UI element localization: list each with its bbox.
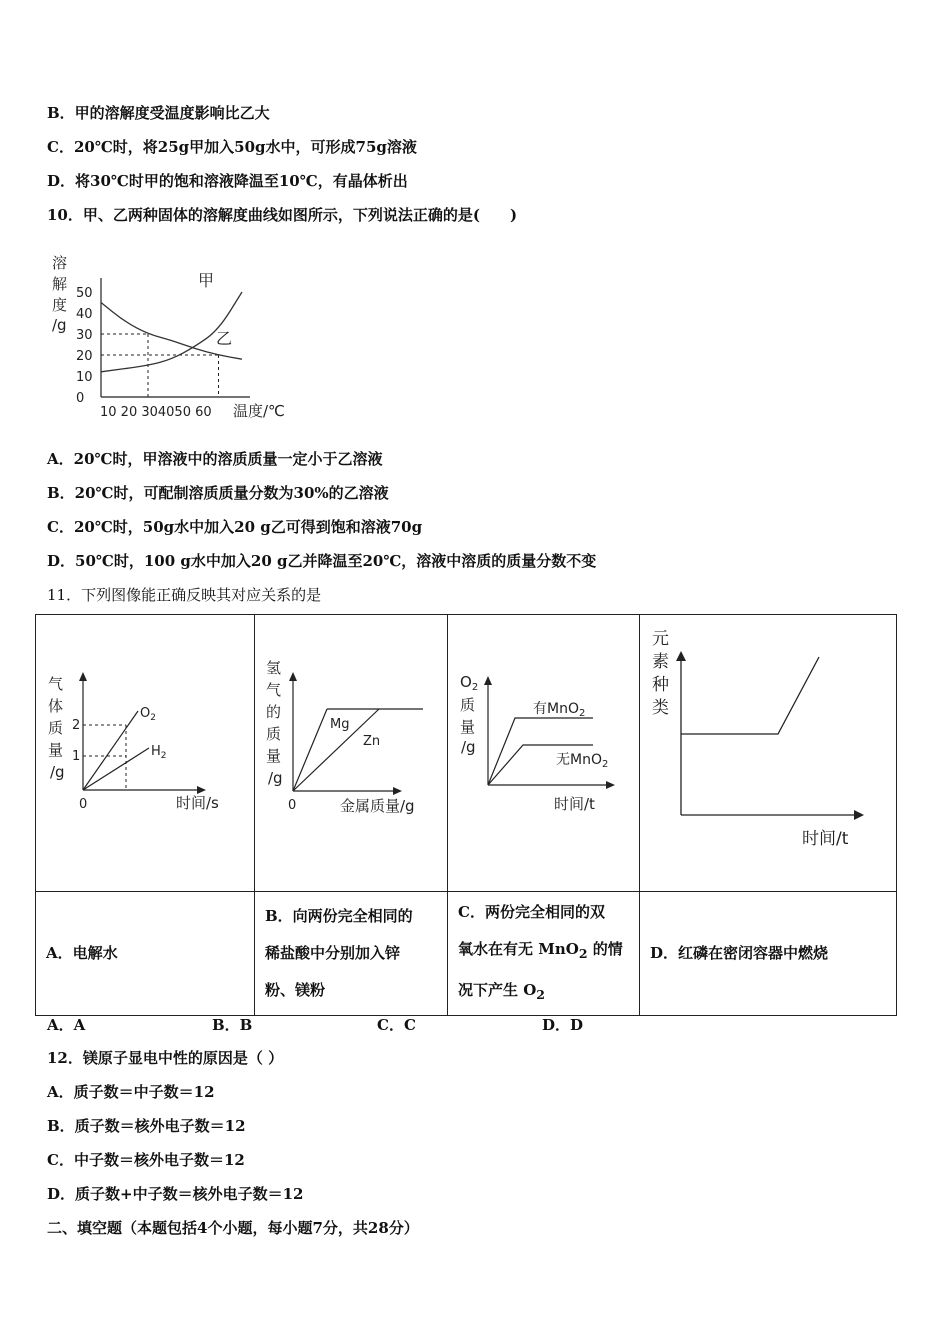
ylabel-char: /g [268, 769, 283, 787]
x-axis-label: 时间/s [176, 794, 219, 812]
q12-option-a: A．质子数＝中子数＝12 [47, 1083, 215, 1101]
y-tick-label: 0 [76, 391, 85, 406]
ylabel-char: /g [52, 316, 67, 334]
element-kind-line [681, 657, 819, 734]
q10-stem: 10．甲、乙两种固体的溶解度曲线如图所示，下列说法正确的是( ) [47, 206, 518, 224]
q11-stem: 11．下列图像能正确反映其对应关系的是 [47, 586, 322, 604]
y-tick-label: 40 [76, 307, 93, 322]
arrow-head [79, 672, 87, 681]
with-mno2-label: 有MnO$_2$ [533, 701, 586, 719]
zn-label: Zn [363, 734, 381, 749]
ylabel-char: 类 [652, 698, 669, 718]
ylabel-char: 质 [48, 719, 64, 737]
q12-option-c: C．中子数＝核外电子数＝12 [47, 1151, 245, 1169]
q11-option-b: B．B [212, 1016, 253, 1034]
y-tick-label: 10 [76, 370, 93, 385]
ylabel-char: /g [461, 738, 476, 756]
arrow-head [289, 672, 297, 681]
ylabel-char: 的 [266, 703, 282, 721]
ylabel-char: /g [50, 763, 65, 781]
x-axis-label: 金属质量/g [340, 797, 415, 815]
ylabel-char: 溶 [52, 254, 68, 272]
q12-stem: 12．镁原子显电中性的原因是（ ） [47, 1049, 284, 1067]
graph-a-electrolysis [36, 615, 255, 887]
mg-label: Mg [330, 717, 350, 732]
graph-c-catalyst [448, 615, 640, 887]
q10-option-d: D．50℃时，100 g水中加入20 g乙并降温至20℃，溶液中溶质的质量分数不变 [47, 552, 597, 570]
arrow-head [676, 651, 686, 661]
q12-option-d: D．质子数+中子数＝核外电子数＝12 [47, 1185, 304, 1203]
ylabel-o2: $O_2$ [460, 673, 479, 693]
arrow-head [197, 786, 206, 794]
arrow-head [484, 676, 492, 685]
ylabel-char: 量 [48, 741, 64, 759]
arrow-head [854, 810, 864, 820]
ylabel-char: 度 [52, 296, 68, 314]
caption-a: A．电解水 [36, 892, 255, 1016]
arrow-head [393, 787, 402, 795]
caption-d: D．红磷在密闭容器中燃烧 [640, 892, 897, 1016]
series-label-yi: 乙 [216, 329, 233, 348]
x-axis-label: 时间/t [554, 795, 595, 813]
graph-b-cell [255, 615, 448, 892]
solubility-chart [40, 238, 300, 428]
graph-b-metals [255, 615, 448, 887]
graph-d-cell [640, 615, 897, 892]
tick-1: 1 [72, 749, 81, 764]
section-2-heading: 二、填空题（本题包括4个小题，每小题7分，共28分） [47, 1219, 419, 1237]
q9-option-c: C．20℃时，将25g甲加入50g水中，可形成75g溶液 [47, 138, 417, 156]
origin-label: 0 [79, 797, 88, 812]
y-tick-label: 30 [76, 328, 93, 343]
ylabel-char: 量 [266, 747, 282, 765]
caption-c: C．两份完全相同的双 氧水在有无 MnO$_2$ 的情 况下产生 $O_2$ [448, 892, 640, 1016]
q12-option-b: B．质子数＝核外电子数＝12 [47, 1117, 246, 1135]
mg-line [293, 709, 327, 791]
y-tick-label: 20 [76, 349, 93, 364]
q11-option-a: A．A [47, 1016, 86, 1034]
q10-option-a: A．20℃时，甲溶液中的溶质质量一定小于乙溶液 [47, 450, 383, 468]
q10-option-c: C．20℃时，50g水中加入20 g乙可得到饱和溶液70g [47, 518, 423, 536]
x-axis-label: 时间/t [802, 829, 849, 849]
graph-d-phosphorus [640, 615, 897, 887]
ylabel-char: 体 [48, 697, 64, 715]
without-mno2-label: 无MnO$_2$ [556, 752, 609, 770]
arrow-head [606, 781, 615, 789]
q9-option-b: B．甲的溶解度受温度影响比乙大 [47, 104, 270, 122]
q9-option-d: D．将30℃时甲的饱和溶液降温至10℃，有晶体析出 [47, 172, 408, 190]
ylabel-char: 质 [460, 696, 476, 714]
ylabel-char: 气 [266, 681, 282, 699]
tick-2: 2 [72, 718, 81, 733]
chart-ylabel [52, 254, 67, 334]
ylabel-char: 解 [52, 275, 68, 293]
graph-c-cell [448, 615, 640, 892]
x-axis-label: 温度/℃ [233, 402, 285, 420]
ylabel-char: 种 [652, 675, 669, 695]
ylabel-char: 素 [652, 652, 669, 672]
ylabel-char: 量 [460, 718, 476, 736]
ylabel-char: 氢 [266, 659, 282, 677]
x-tick-labels: 10 20 304050 60 [100, 405, 212, 420]
h2-label: $H_2$ [151, 744, 167, 761]
ylabel-char: 元 [652, 629, 669, 649]
q11-option-c: C．C [377, 1016, 416, 1034]
h2-line [83, 748, 149, 790]
series-label-jia: 甲 [198, 271, 215, 290]
o2-line [83, 711, 138, 790]
ylabel-char: 气 [48, 675, 64, 693]
q11-table [35, 614, 897, 1016]
o2-label: $O_2$ [140, 706, 156, 723]
caption-b: B．向两份完全相同的 稀盐酸中分别加入锌 粉、镁粉 [255, 892, 448, 1016]
q11-option-d: D．D [542, 1016, 584, 1034]
y-tick-label: 50 [76, 286, 93, 301]
q10-option-b: B．20℃时，可配制溶质质量分数为30%的乙溶液 [47, 484, 389, 502]
graph-a-cell [36, 615, 255, 892]
origin-label: 0 [288, 798, 297, 813]
ylabel-char: 质 [266, 725, 282, 743]
